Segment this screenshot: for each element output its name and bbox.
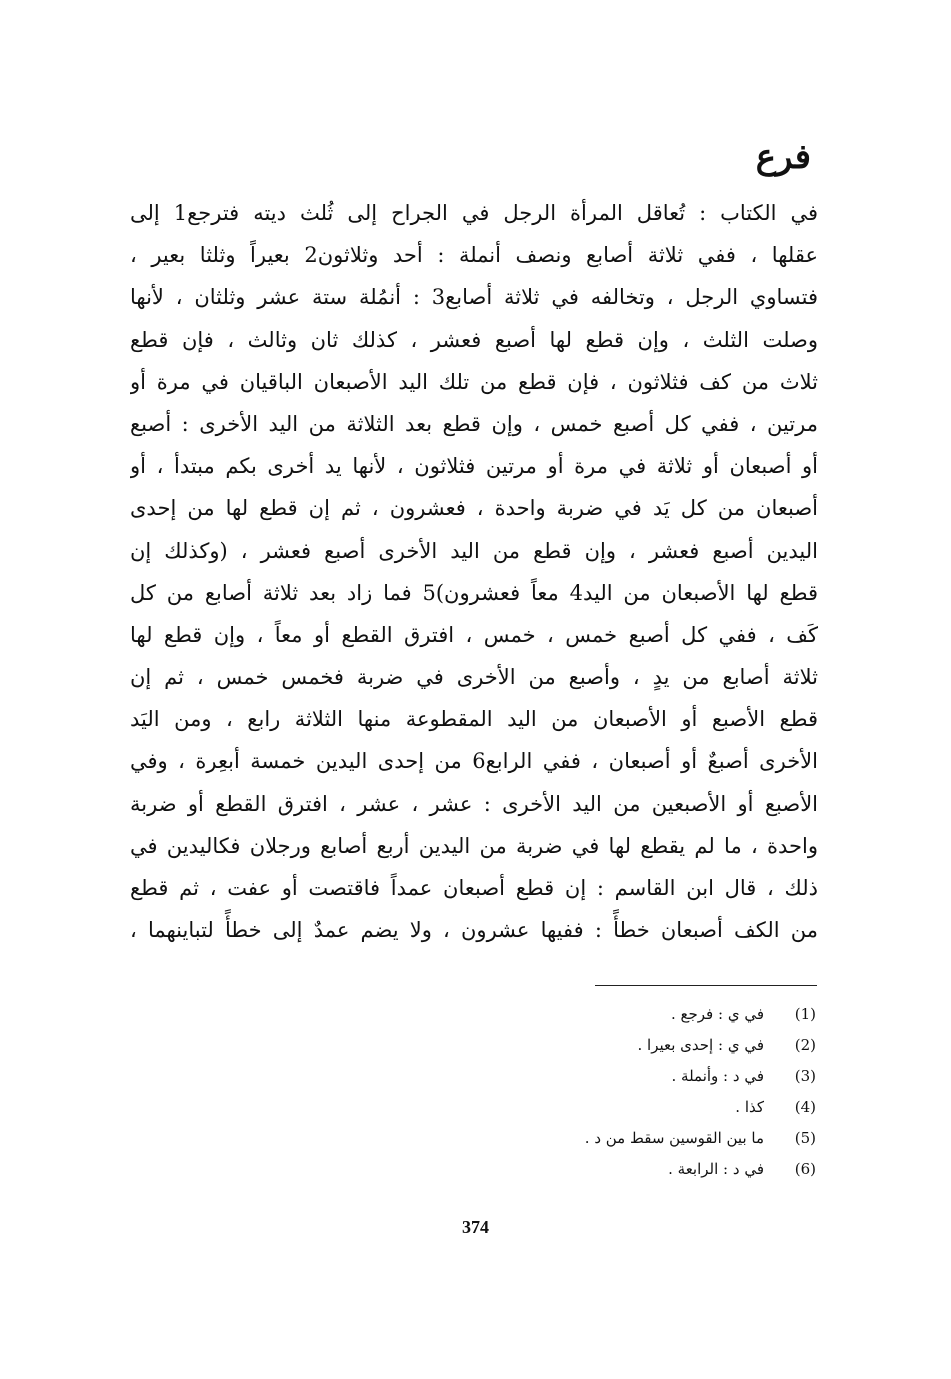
- footnote-item: [316, 1122, 816, 1153]
- footnote-number: (1): [794, 1004, 816, 1023]
- text-line: قطع الأصبع أو الأصبعان من اليد المقطوعة منها الثلاثة رابع ، ومن اليَد: [130, 707, 818, 732]
- footnote-text: في ي : فرجع .: [670, 1004, 764, 1023]
- footnote-text: كذا .: [735, 1097, 764, 1116]
- footnote-number: (2): [794, 1035, 816, 1054]
- text-line: كَف ، ففي كل أصبع خمس ، خمس ، افترق القطع أو معاً ، وإن قطع لها: [130, 622, 818, 647]
- footnote-item: [316, 1060, 816, 1091]
- footnote-number: (4): [794, 1097, 816, 1116]
- footnote-text: ما بين القوسين سقط من د .: [584, 1128, 764, 1147]
- footnote-number: (3): [794, 1066, 816, 1085]
- text-line: ثلاثة أصابع من يدٍ ، وأصبع من الأخرى في ضربة فخمس خمس ، ثم إن: [130, 665, 818, 690]
- footnote-number: (5): [794, 1128, 816, 1147]
- text-line: اليدين أصبع فعشر ، وإن قطع من اليد الأخرى أصبع فعشر ، (وكذلك إن: [130, 538, 818, 563]
- text-line: الأخرى أصبعٌ أو أصبعان ، ففي الرابع6 من إحدى اليدين خمسة أبعِرة ، وفي: [130, 749, 818, 774]
- text-line: أصبعان من كل يَد في ضربة واحدة ، فعشرون ، ثم إن قطع لها من إحدى: [130, 496, 818, 521]
- text-line: قطع لها الأصبعان من اليد4 معاً فعشرون)5 فما زاد بعد ثلاثة أصابع من كل: [130, 580, 818, 605]
- text-line: الأصبع أو الأصبعين من اليد الأخرى : عشر ، عشر ، افترق القطع أو ضربة: [130, 791, 818, 816]
- text-line: في الكتاب : تُعاقل المرأة الرجل في الجراح إلى ثُلث ديته فترجع1 إلى: [130, 201, 818, 225]
- footnote-text: في د : الرابعة .: [668, 1159, 764, 1178]
- footnotes: [316, 998, 816, 1184]
- footnote-item: [316, 998, 816, 1029]
- text-line: واحدة ، ما لم يقطع لها في ضربة من اليدين أربع أصابع ورجلان فكاليدين في: [130, 833, 818, 858]
- text-line: أو أصبعان أو ثلاثة في مرة أو مرتين فثلاثون ، لأنها يد أخرى بكم مبتدأ ، أو: [130, 454, 818, 479]
- text-line: ذلك ، قال ابن القاسم : إن قطع أصبعان عمداً فاقتصت أو عفت ، ثم قطع: [130, 876, 818, 900]
- footnote-number: (6): [794, 1159, 816, 1178]
- footnote-text: في ي : إحدى بعيرا .: [637, 1035, 764, 1054]
- section-heading: فرع: [755, 137, 811, 177]
- footnote-text: في د : وأنملة .: [671, 1066, 764, 1085]
- page-number: 374: [462, 1217, 489, 1237]
- footnote-item: [316, 1153, 816, 1184]
- main-text: [130, 192, 818, 951]
- text-line: وصلت الثلث ، وإن قطع لها أصبع فعشر ، كذلك ثان وثالث ، فإن قطع: [130, 327, 818, 352]
- footnote-divider: [595, 985, 817, 986]
- footnote-item: [316, 1091, 816, 1122]
- text-line: مرتين ، ففي كل أصبع خمس ، وإن قطع بعد الثلاثة من اليد الأخرى : أصبع: [130, 411, 818, 436]
- text-line: فتساوي الرجل ، وتخالفه في ثلاثة أصابع3 : أنمُلة ستة عشر وثلثان ، لأنها: [130, 285, 818, 310]
- text-line: ثلاث من كف فثلاثون ، فإن قطع من تلك اليد الأصبعان الباقيان في مرة أو: [130, 369, 818, 394]
- text-line: من الكف أصبعان خطأً : ففيها عشرون ، ولا يضم عمدٌ إلى خطأً لتباينهما ،: [130, 918, 818, 943]
- footnote-item: [316, 1029, 816, 1060]
- text-line: عقلها ، ففي ثلاثة أصابع ونصف أنملة : أحد وثلاثون2 بعيراً وثلثا بعير ،: [130, 243, 818, 268]
